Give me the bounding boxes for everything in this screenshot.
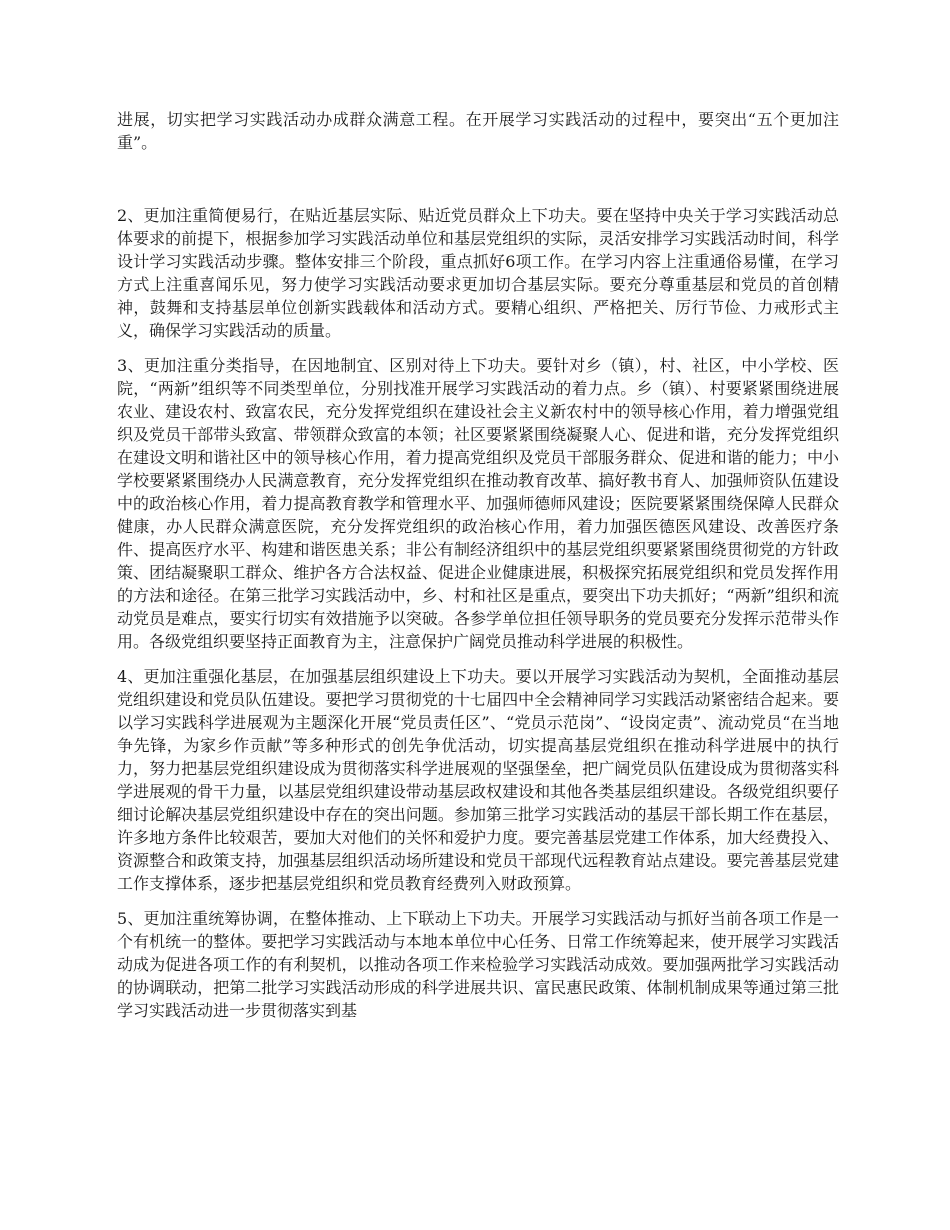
document-page — [117, 108, 839, 1034]
paragraph-2: 2、更加注重简便易行，在贴近基层实际、贴近党员群众上下功夫。要在坚持中央关于学习实践活动总体要求的前提下，根据参加学习实践活动单位和基层党组织的实际，灵活安排学习实践活动时间，科学设计学习实践活动步骤。整体安排三个阶段，重点抓好6项工作。在学习内容上注重通俗易懂，在学习方式上注重喜闻乐见，努力使学习实践活动要求更加切合基层实际。要充分尊重基层和党员的首创精神，鼓舞和支持基层单位创新实践载体和活动方式。要精心组织、严格把关、厉行节俭、力戒形式主义，确保学习实践活动的质量。 — [117, 206, 839, 340]
paragraph-3: 3、更加注重分类指导，在因地制宜、区别对待上下功夫。要针对乡（镇），村、社区，中小学校、医院，“两新”组织等不同类型单位，分别找准开展学习实践活动的着力点。乡（镇）、村要紧紧围绕进展农业、建设农村、致富农民，充分发挥党组织在建设社会主义新农村中的领导核心作用，着力增强党组织及党员干部带头致富、带领群众致富的本领；社区要紧紧围绕凝聚人心、促进和谐，充分发挥党组织在建设文明和谐社区中的领导核心作用，着力提高党组织及党员干部服务群众、促进和谐的能力；中小学校要紧紧围绕办人民满意教育，充分发挥党组织在推动教育改革、搞好教书育人、加强师资队伍建设中的政治核心作用，着力提高教育教学和管理水平、加强师德师风建设；医院要紧紧围绕保障人民群众健康，办人民群众满意医院，充分发挥党组织的政治核心作用，着力加强医德医风建设、改善医疗条件、提高医疗水平、构建和谐医患关系；非公有制经济组织中的基层党组织要紧紧围绕贯彻党的方针政策、团结凝聚职工群众、维护各方合法权益、促进企业健康进展，积极探究拓展党组织和党员发挥作用的方法和途径。在第三批学习实践活动中，乡、村和社区是重点，要突出下功夫抓好；“两新”组织和流动党员是难点，要实行切实有效措施予以突破。各参学单位担任领导职务的党员要充分发挥示范带头作用。各级党组织要坚持正面教育为主，注意保护广阔党员推动科学进展的积极性。 — [117, 356, 839, 651]
paragraph-4: 4、更加注重强化基层，在加强基层组织建设上下功夫。要以开展学习实践活动为契机，全面推动基层党组织建设和党员队伍建设。要把学习贯彻党的十七届四中全会精神同学习实践活动紧密结合起来。要以学习实践科学进展观为主题深化开展“党员责任区”、“党员示范岗”、“设岗定责”、流动党员“在当地争先锋，为家乡作贡献”等多种形式的创先争优活动，切实提高基层党组织在推动科学进展中的执行力，努力把基层党组织建设成为贯彻落实科学进展观的坚强堡垒，把广阔党员队伍建设成为贯彻落实科学进展观的骨干力量，以基层党组织建设带动基层政权建设和其他各类基层组织建设。各级党组织要仔细讨论解决基层党组织建设中存在的突出问题。参加第三批学习实践活动的基层干部长期工作在基层，许多地方条件比较艰苦，要加大对他们的关怀和爱护力度。要完善基层党建工作体系，加大经费投入、资源整合和政策支持，加强基层组织活动场所建设和党员干部现代远程教育站点建设。要完善基层党建工作支撑体系，逐步把基层党组织和党员教育经费列入财政预算。 — [117, 667, 839, 893]
paragraph-5: 5、更加注重统筹协调，在整体推动、上下联动上下功夫。开展学习实践活动与抓好当前各项工作是一个有机统一的整体。要把学习实践活动与本地本单位中心任务、日常工作统筹起来，使开展学习实践活动成为促进各项工作的有利契机，以推动各项工作来检验学习实践活动成效。要加强两批学习实践活动的协调联动，把第二批学习实践活动形成的科学进展共识、富民惠民政策、体制机制成果等通过第三批学习实践活动进一步贯彻落实到基 — [117, 909, 839, 1020]
paragraph-intro: 进展，切实把学习实践活动办成群众满意工程。在开展学习实践活动的过程中，要突出“五个更加注重”。 — [117, 110, 839, 152]
